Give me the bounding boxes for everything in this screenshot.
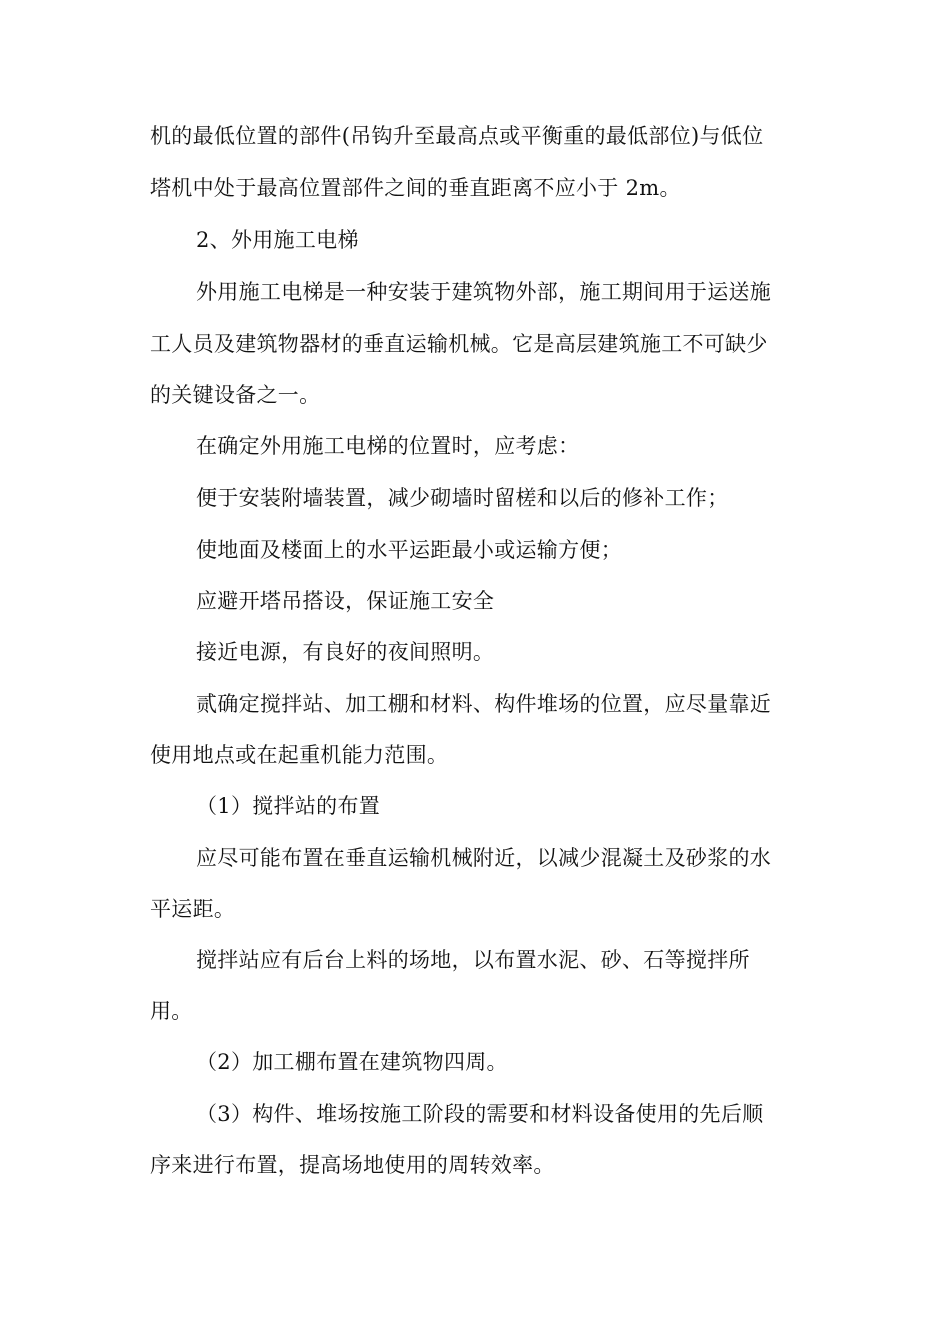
subsection-heading-1: （1）搅拌站的布置 [196, 794, 381, 818]
text-line-2: 塔机中处于最高位置部件之间的垂直距离不应小于 2m。 [150, 176, 681, 200]
subsection-heading-3: （3）构件、堆场按施工阶段的需要和材料设备使用的先后顺 [196, 1102, 764, 1126]
text-line-11: 接近电源，有良好的夜间照明。 [196, 640, 495, 664]
text-line-16: 平运距。 [150, 897, 236, 921]
subsection-heading-2: （2）加工棚布置在建筑物四周。 [196, 1050, 508, 1074]
text-line-12: 贰确定搅拌站、加工棚和材料、构件堆场的位置，应尽量靠近 [196, 692, 772, 716]
text-line-4: 外用施工电梯是一种安装于建筑物外部，施工期间用于运送施 [196, 280, 772, 304]
text-line-1: 机的最低位置的部件(吊钩升至最高点或平衡重的最低部位)与低位 [150, 124, 764, 148]
text-line-6: 的关键设备之一。 [150, 383, 321, 407]
text-line-7: 在确定外用施工电梯的位置时，应考虑： [196, 434, 580, 458]
section-heading-2: 2、外用施工电梯 [196, 228, 359, 252]
text-line-17: 搅拌站应有后台上料的场地，以布置水泥、砂、石等搅拌所 [196, 948, 750, 972]
text-line-15: 应尽可能布置在垂直运输机械附近，以减少混凝土及砂浆的水 [196, 846, 772, 870]
text-line-10: 应避开塔吊搭设，保证施工安全 [196, 589, 495, 613]
text-line-21: 序来进行布置，提高场地使用的周转效率。 [150, 1153, 555, 1177]
text-line-13: 使用地点或在起重机能力范围。 [150, 743, 449, 767]
text-line-8: 便于安装附墙装置，减少砌墙时留槎和以后的修补工作； [196, 486, 729, 510]
text-line-18: 用。 [150, 999, 193, 1023]
text-line-5: 工人员及建筑物器材的垂直运输机械。它是高层建筑施工不可缺少 [150, 332, 768, 356]
text-line-9: 使地面及楼面上的水平运距最小或运输方便； [196, 538, 622, 562]
